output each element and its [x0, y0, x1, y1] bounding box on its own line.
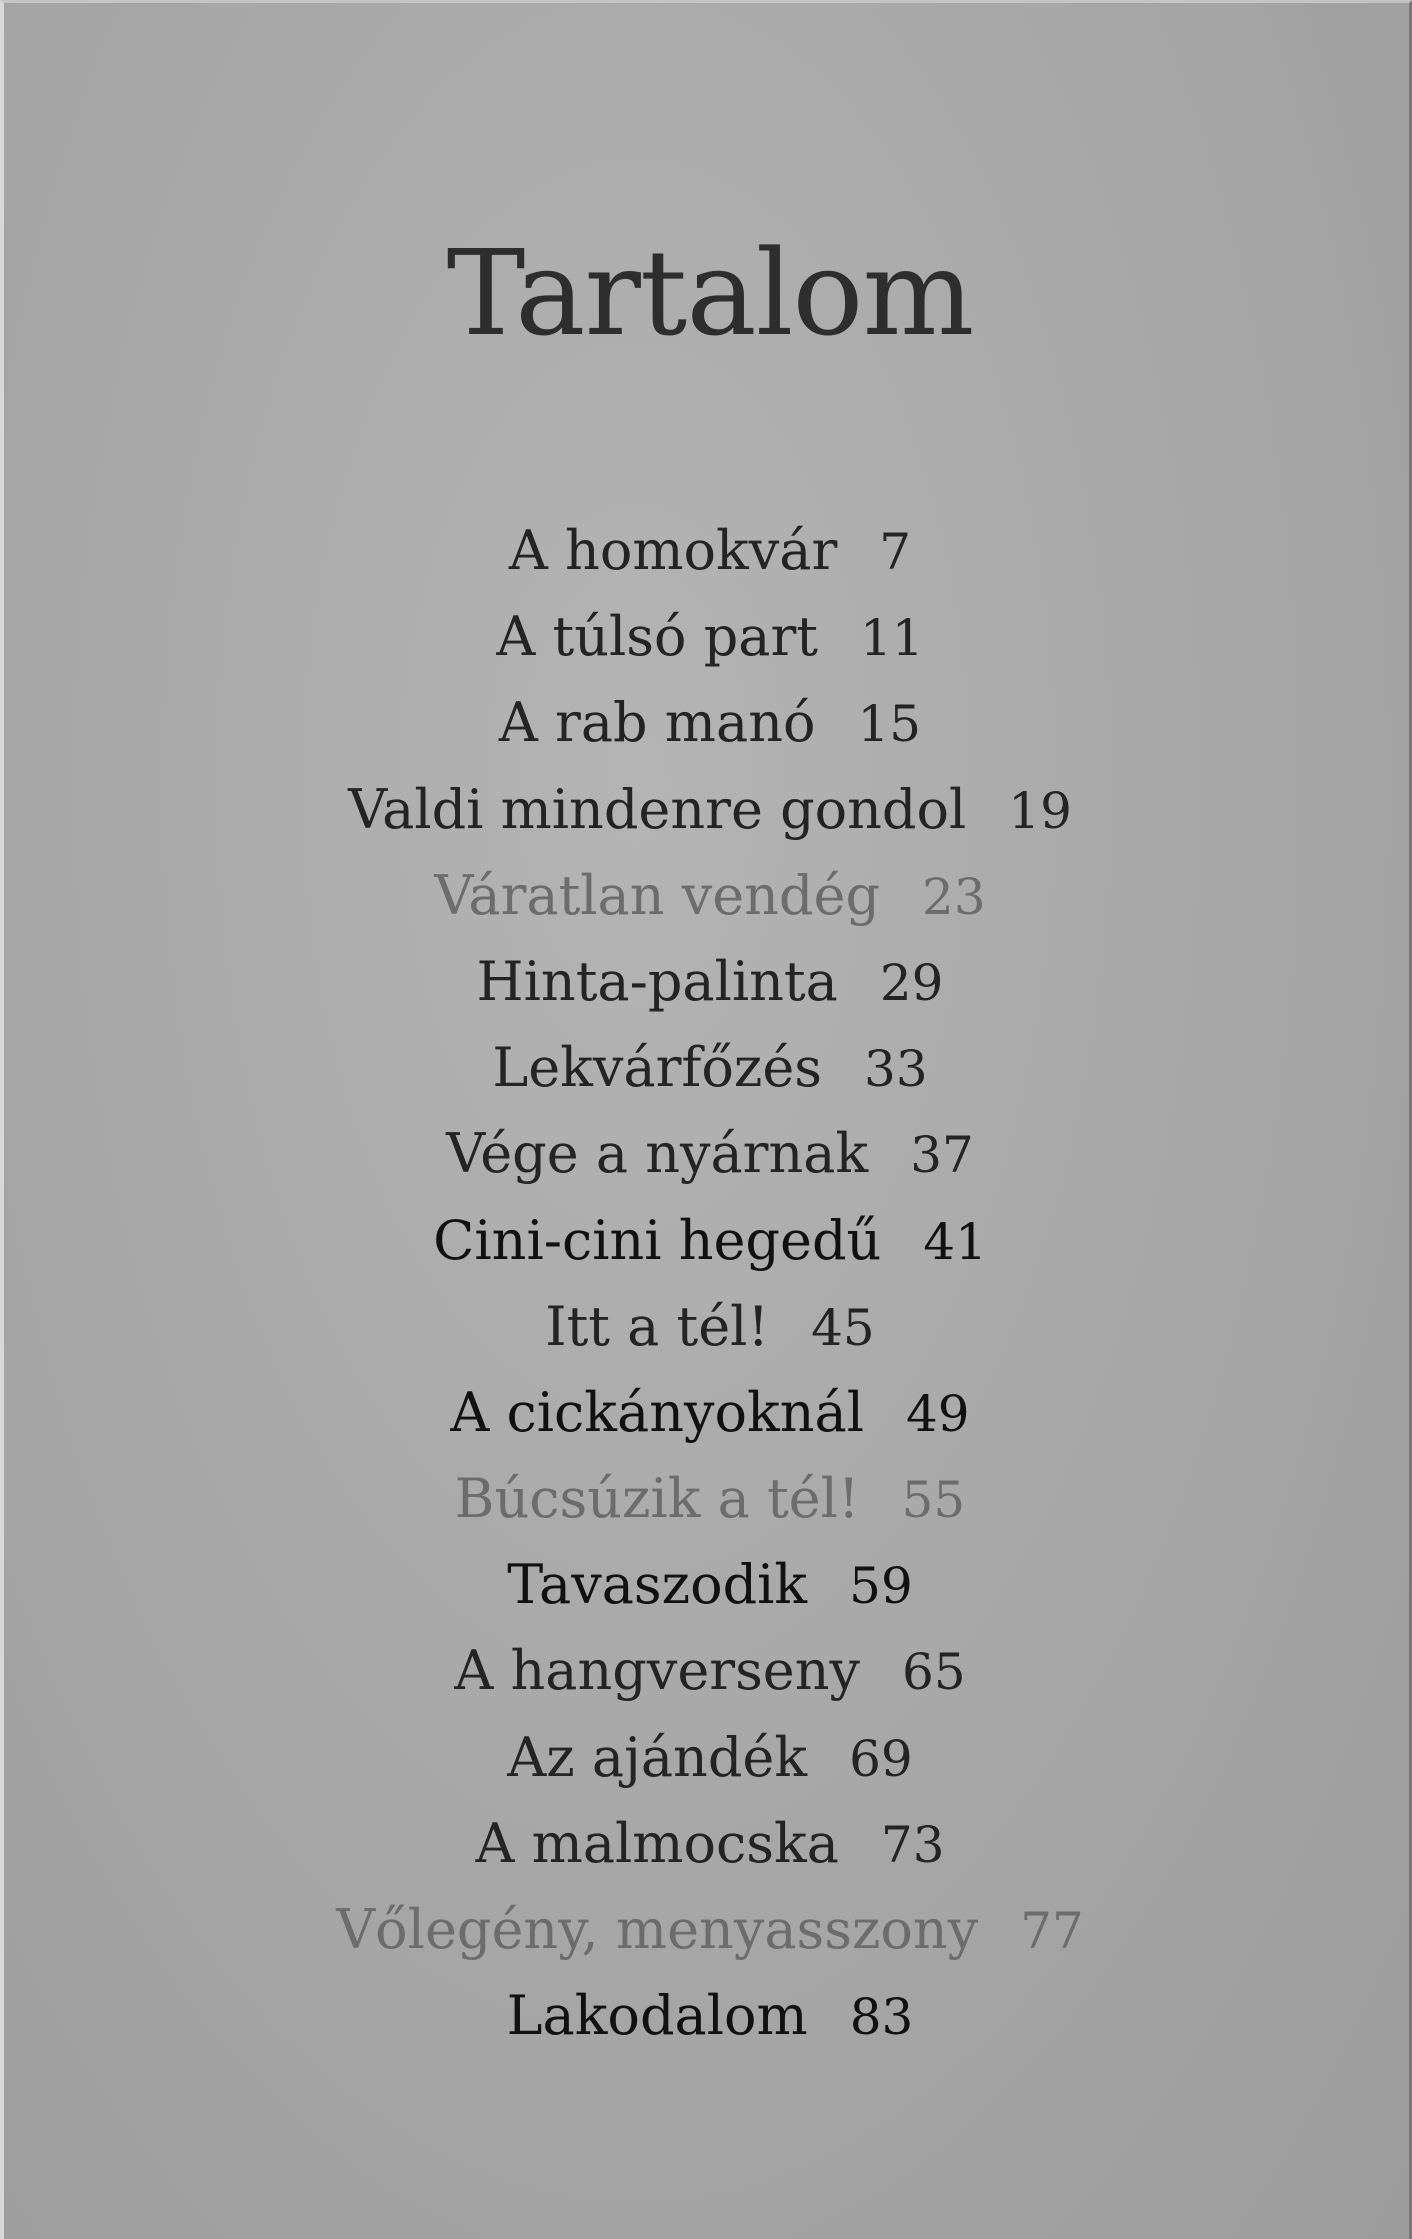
toc-entry-title: Vége a nyárnak [446, 1122, 869, 1186]
toc-entry-page: 19 [1008, 781, 1072, 840]
toc-entry-page: 83 [849, 1988, 914, 2047]
toc-entry-title: Valdi mindenre gondol [348, 777, 967, 841]
toc-entry-page: 55 [901, 1471, 966, 1530]
toc-entry-title: Hinta-palinta [476, 949, 838, 1013]
toc-entry [4, 1973, 1412, 2059]
toc-entry-page: 69 [849, 1729, 913, 1788]
toc-entry-page: 11 [859, 609, 924, 668]
toc-entry-page: 33 [864, 1040, 928, 1099]
toc-entry [4, 767, 1412, 853]
toc-entry-page: 7 [879, 523, 912, 581]
toc-entry-title: Lakodalom [506, 1984, 808, 2048]
toc-entry [4, 1628, 1412, 1714]
toc-entry-title: Cini-cini hegedű [433, 1208, 882, 1272]
toc-entry [4, 853, 1412, 939]
toc-entry-title: Lekvárfőzés [492, 1036, 823, 1100]
table-of-contents [4, 508, 1412, 2059]
toc-entry-page: 15 [857, 695, 922, 754]
toc-entry-page: 77 [1020, 1902, 1084, 1960]
toc-entry-title: Itt a tél! [545, 1294, 770, 1358]
toc-entry [4, 1887, 1412, 1973]
toc-entry-page: 45 [811, 1298, 875, 1357]
toc-entry [4, 1370, 1412, 1456]
toc-entry-page: 29 [879, 953, 944, 1012]
toc-entry-page: 23 [922, 867, 986, 926]
toc-entry-title: A hangverseny [454, 1639, 861, 1703]
toc-entry [4, 1715, 1412, 1801]
toc-entry-title: Váratlan vendég [434, 863, 881, 927]
toc-entry-page: 59 [849, 1557, 913, 1616]
toc-entry [4, 1025, 1412, 1111]
toc-entry-title: A homokvár [508, 519, 838, 582]
toc-entry [4, 594, 1412, 680]
toc-entry-title: Búcsúzik a tél! [454, 1467, 860, 1531]
toc-entry [4, 1198, 1412, 1284]
toc-entry [4, 1284, 1412, 1370]
toc-entry-page: 49 [905, 1384, 970, 1443]
toc-entry-page: 65 [902, 1643, 966, 1702]
toc-entry [4, 680, 1412, 766]
toc-entry-page: 41 [923, 1212, 987, 1271]
toc-entry [4, 1111, 1412, 1197]
toc-entry-title: Tavaszodik [507, 1553, 808, 1617]
toc-entry [4, 508, 1412, 594]
toc-entry-title: Vőlegény, menyasszony [336, 1898, 979, 1961]
page-title: Tartalom [446, 224, 974, 362]
toc-entry [4, 939, 1412, 1025]
toc-entry [4, 1801, 1412, 1887]
toc-entry-page: 73 [880, 1815, 945, 1874]
toc-entry-page: 37 [910, 1126, 974, 1185]
toc-entry [4, 1542, 1412, 1628]
toc-entry-title: A túlsó part [496, 605, 818, 669]
toc-entry-title: A cickányoknál [450, 1380, 864, 1444]
toc-entry-title: A malmocska [475, 1811, 839, 1875]
toc-entry-title: A rab manó [498, 691, 816, 755]
toc-entry-title: Az ajándék [507, 1725, 808, 1789]
toc-entry [4, 1456, 1412, 1542]
